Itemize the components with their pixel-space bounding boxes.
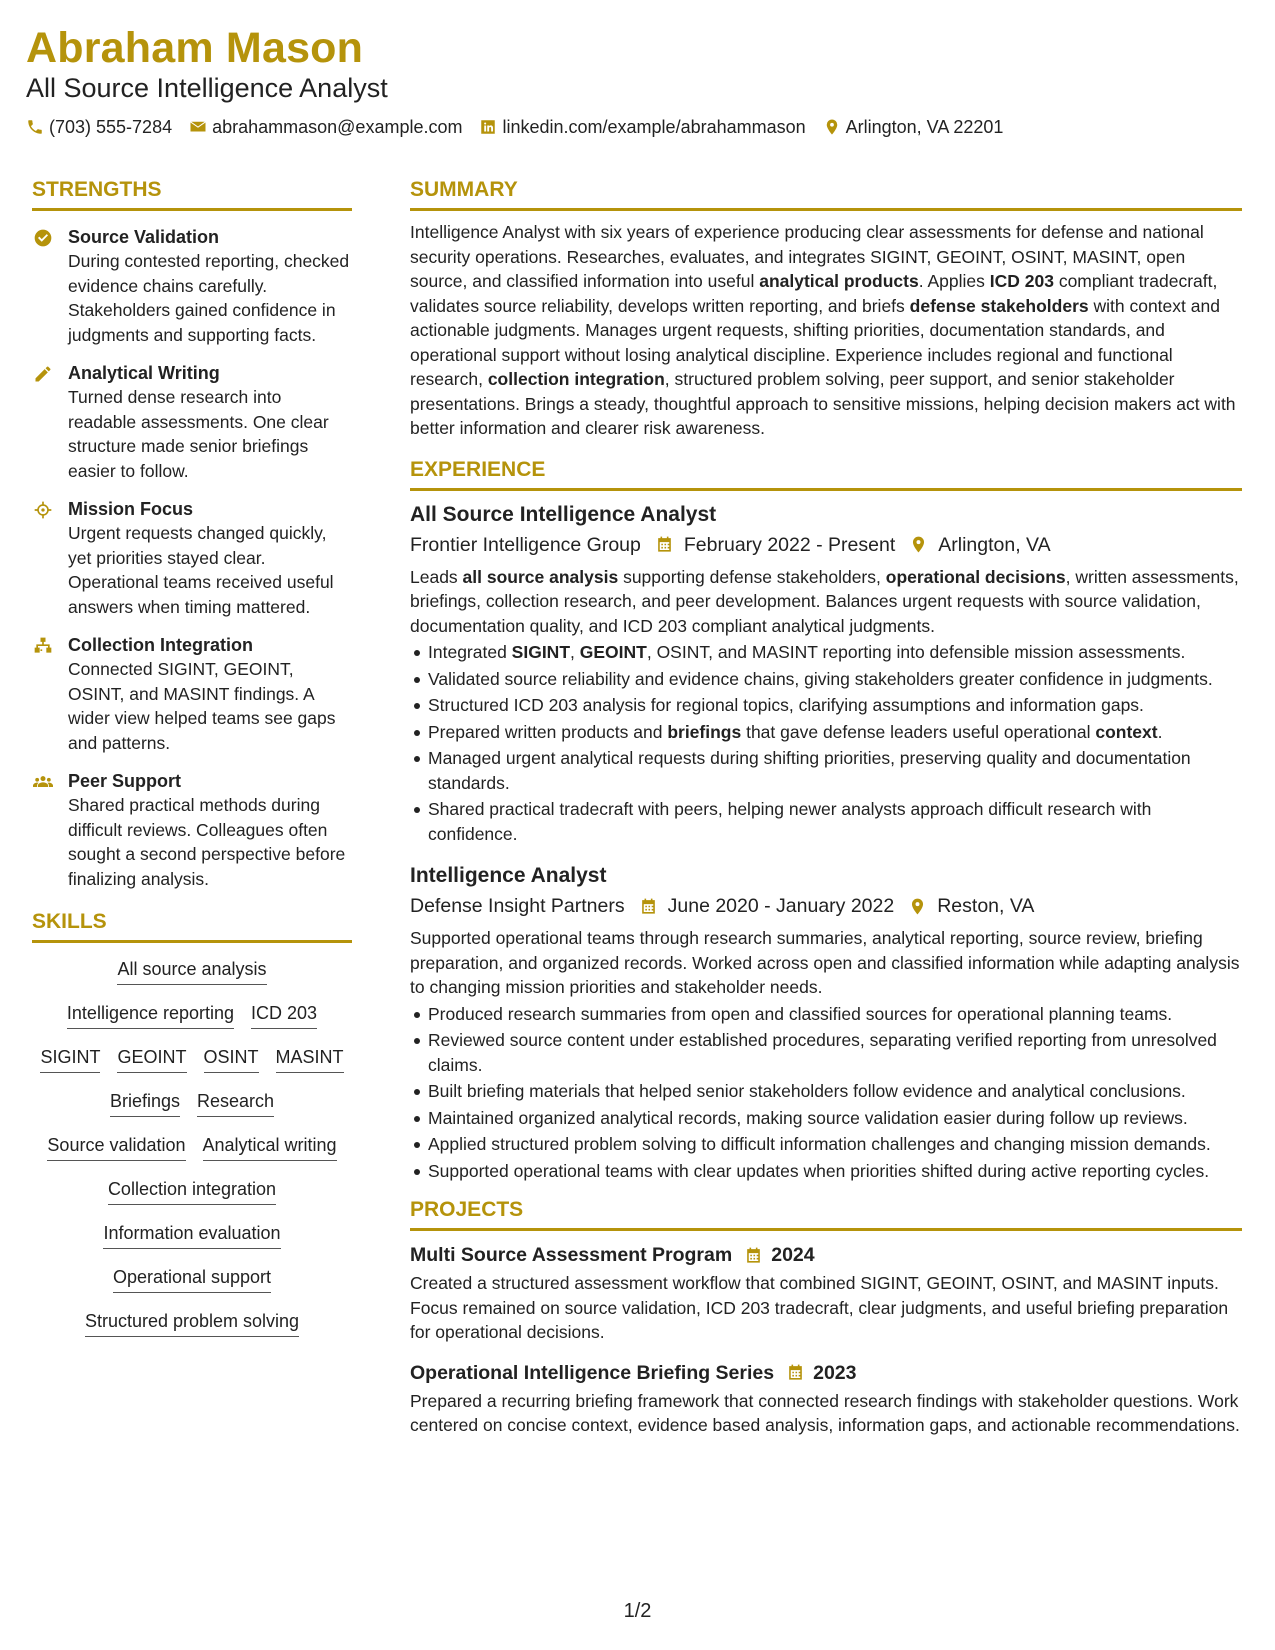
text-run: supporting defense stakeholders,	[618, 566, 886, 587]
strengths-heading: STRENGTHS	[32, 177, 352, 211]
project-header	[410, 1241, 1242, 1269]
bold-text: operational decisions	[885, 566, 1066, 587]
skill-row	[32, 1001, 352, 1029]
skill-tag: Source validation	[47, 1133, 185, 1161]
text-run: compliant tradecraft, validates source reliability, develops written reporting, and briefs	[410, 271, 1218, 316]
bold-text: GEOINT	[579, 642, 647, 662]
bullet-item	[410, 1106, 1242, 1131]
text-run: Intelligence Analyst with six years of experience producing clear assessments for defense and national security operations. Researches, evaluates, and integrates SIGINT, GEOINT, OSINT, MASINT, open source, and classified information into useful	[410, 222, 1204, 291]
job-bullets	[410, 640, 1242, 846]
contact-linkedin[interactable]	[479, 116, 805, 138]
project-entry	[410, 1359, 1242, 1438]
resume-header	[26, 22, 1256, 138]
skill-tag: MASINT	[276, 1045, 344, 1073]
job-title: Intelligence Analyst	[410, 864, 607, 887]
job-meta	[410, 892, 1242, 920]
skill-tag: GEOINT	[117, 1045, 186, 1073]
calendar-icon	[786, 1363, 805, 1382]
skill-tag: Intelligence reporting	[67, 1001, 234, 1029]
candidate-name: Abraham Mason	[26, 24, 364, 72]
page-number: 1/2	[623, 1600, 652, 1622]
skill-row	[32, 957, 352, 985]
experience-section	[410, 457, 1242, 1184]
text-run: Validated source reliability and evidence chains, giving stakeholders greater confidence in judgments.	[428, 668, 1213, 689]
bold-text: analytical products	[759, 271, 919, 291]
projects-list	[410, 1241, 1242, 1438]
strength-text: Shared practical methods during difficult reviews. Colleagues often sought a second perspective before finalizing analysis.	[68, 795, 346, 889]
text-run: . Applies	[918, 271, 990, 291]
strength-text: Connected SIGINT, GEOINT, OSINT, and MASINT findings. A wider view helped teams see gaps and patterns.	[68, 659, 336, 753]
skill-tag: Structured problem solving	[85, 1309, 299, 1337]
bullet-item	[410, 720, 1242, 745]
strength-item	[32, 633, 352, 755]
skill-tag: Research	[197, 1089, 274, 1117]
text-run: Structured ICD 203 analysis for regional topics, clarifying assumptions and information gaps.	[428, 695, 1144, 715]
crosshair-icon	[33, 500, 53, 520]
strength-item	[32, 361, 352, 483]
strength-text: During contested reporting, checked evidence chains carefully. Stakeholders gained confidence in judgments and supporting facts.	[68, 251, 350, 345]
text-run: Supported operational teams through research summaries, analytical reporting, source review, briefing preparation, and organized records. Worked across open and classified information while adapting analysis to changing mission priorities and stakeholder needs.	[410, 928, 1240, 997]
text-run: ,	[570, 642, 580, 662]
skill-row	[32, 1177, 352, 1205]
location-icon	[909, 535, 928, 554]
strength-item	[32, 769, 352, 891]
location-icon	[908, 897, 927, 916]
bullet-item	[410, 693, 1242, 718]
bullet-item	[410, 1028, 1242, 1077]
text-run: Prepared written products and	[428, 721, 668, 742]
company-name: Frontier Intelligence Group	[410, 533, 641, 556]
job-dates: June 2020 - January 2022	[667, 895, 895, 917]
bold-text: ICD 203	[989, 271, 1054, 291]
text-run: Maintained organized analytical records, making source validation easier during follow up reviews.	[428, 1107, 1188, 1128]
project-title: Multi Source Assessment Program	[410, 1244, 733, 1266]
bold-text: SIGINT	[511, 642, 571, 662]
projects-heading: PROJECTS	[410, 1197, 1242, 1231]
text-run: Managed urgent analytical requests during shifting priorities, preserving quality and documentation standards.	[428, 748, 1191, 793]
skill-tag: Information evaluation	[103, 1221, 280, 1249]
skill-tag: SIGINT	[40, 1045, 100, 1073]
bullet-item	[410, 1159, 1242, 1184]
bullet-item	[410, 1079, 1242, 1104]
location-icon	[823, 118, 841, 136]
contact-location-text: Arlington, VA 22201	[845, 117, 1004, 137]
skill-tag: OSINT	[204, 1045, 259, 1073]
skills-heading: SKILLS	[32, 909, 352, 943]
skill-row	[32, 1265, 352, 1293]
pencil-icon	[33, 364, 53, 384]
job-description	[410, 565, 1242, 639]
contact-location	[823, 116, 1004, 138]
strength-item	[32, 225, 352, 347]
bold-text: all source analysis	[462, 566, 619, 587]
bold-text: collection integration	[487, 369, 665, 389]
text-run: Leads	[410, 566, 463, 587]
skill-row	[32, 1221, 352, 1249]
linkedin-icon	[479, 118, 497, 136]
job-bullets	[410, 1002, 1242, 1184]
skill-tag: Collection integration	[108, 1177, 276, 1205]
text-run: that gave defense leaders useful operational	[741, 721, 1096, 742]
bold-text: briefings	[667, 721, 742, 742]
skill-tag: Briefings	[110, 1089, 180, 1117]
phone-icon	[26, 118, 44, 136]
job-meta	[410, 531, 1242, 559]
job-title: All Source Intelligence Analyst	[410, 502, 717, 526]
skill-tag: Analytical writing	[203, 1133, 337, 1161]
skill-row	[32, 1045, 352, 1073]
text-run: .	[1157, 721, 1163, 742]
text-run: with context and actionable judgments. Manages urgent requests, shifting priorities, documentation standards, and operational support without losing analytical discipline. Experience includes regional and functional research,	[410, 295, 1220, 389]
text-run: Built briefing materials that helped senior stakeholders follow evidence and analytical conclusions.	[428, 1081, 1186, 1101]
skills-list	[32, 957, 352, 1337]
skill-tag: ICD 203	[251, 1001, 317, 1029]
job-location: Reston, VA	[937, 895, 1035, 917]
project-header	[410, 1359, 1242, 1387]
text-run: , written assessments, briefings, collection research, and peer development. Balances urgent requests with source validation, documentation quality, and ICD 203 compliant analytical judgments.	[410, 566, 1239, 636]
text-run: Integrated	[428, 642, 512, 662]
skill-row	[32, 1133, 352, 1161]
check-circle-icon	[33, 228, 53, 248]
project-year: 2024	[771, 1244, 815, 1266]
jobs-list	[410, 501, 1242, 1184]
calendar-icon	[639, 897, 658, 916]
job-dates: February 2022 - Present	[683, 533, 896, 556]
calendar-icon	[655, 535, 674, 554]
project-entry	[410, 1241, 1242, 1345]
company-name: Defense Insight Partners	[410, 895, 625, 917]
candidate-role: All Source Intelligence Analyst	[26, 73, 388, 103]
email-icon	[189, 118, 207, 136]
users-icon	[33, 772, 53, 792]
skill-row	[32, 1309, 352, 1337]
project-title: Operational Intelligence Briefing Series	[410, 1361, 775, 1384]
skill-row	[32, 1089, 352, 1117]
strength-title: Analytical Writing	[68, 363, 220, 383]
experience-heading: EXPERIENCE	[410, 457, 1242, 491]
skills-section	[32, 909, 352, 1337]
text-run: Applied structured problem solving to difficult information challenges and changing mission demands.	[428, 1134, 1211, 1154]
contact-bar	[26, 116, 1256, 138]
strengths-section	[32, 177, 352, 891]
project-year: 2023	[813, 1361, 857, 1384]
projects-section	[410, 1197, 1242, 1438]
strength-text: Turned dense research into readable assessments. One clear structure made senior briefings easier to follow.	[68, 387, 329, 481]
bullet-item	[410, 1132, 1242, 1157]
contact-linkedin-text: linkedin.com/example/abrahammason	[502, 117, 806, 137]
job-description	[410, 926, 1242, 1000]
strength-title: Mission Focus	[68, 499, 194, 519]
text-run: Produced research summaries from open and classified sources for operational planning teams.	[428, 1003, 1173, 1024]
summary-heading: SUMMARY	[410, 177, 1242, 211]
strength-title: Collection Integration	[68, 635, 254, 655]
text-run: Supported operational teams with clear updates when priorities shifted during active reporting cycles.	[428, 1160, 1210, 1181]
contact-phone-text: (703) 555-7284	[49, 117, 173, 137]
calendar-icon	[744, 1246, 763, 1265]
summary-text	[410, 220, 1242, 441]
text-run: Shared practical tradecraft with peers, helping newer analysts approach difficult research with confidence.	[428, 799, 1152, 844]
strength-title: Source Validation	[68, 227, 220, 247]
job-entry	[410, 862, 1242, 1183]
contact-phone[interactable]	[26, 116, 172, 138]
contact-email[interactable]	[189, 116, 462, 138]
strength-title: Peer Support	[68, 771, 182, 791]
sitemap-icon	[33, 636, 53, 656]
skill-tag: All source analysis	[117, 957, 266, 985]
bold-text: context	[1095, 721, 1158, 742]
project-description: Prepared a recurring briefing framework that connected research findings with stakeholder questions. Work centered on concise context, evidence based analysis, information gaps, and actionable recommendations.	[410, 1390, 1240, 1435]
text-run: , OSINT, and MASINT reporting into defensible mission assessments.	[646, 642, 1186, 662]
project-description: Created a structured assessment workflow that combined SIGINT, GEOINT, OSINT, and MASINT inputs. Focus remained on source validation, ICD 203 tradecraft, clear judgments, and useful briefing preparation for operational decisions.	[410, 1273, 1229, 1342]
job-location: Arlington, VA	[938, 533, 1051, 556]
summary-section	[410, 177, 1242, 441]
text-run: , structured problem solving, peer support, and senior stakeholder presentations. Brings a steady, thoughtful approach to sensitive missions, helping decision makers act with better information and clearer risk awareness.	[410, 369, 1236, 438]
right-column	[410, 177, 1242, 1438]
strength-item	[32, 497, 352, 619]
bullet-item	[410, 746, 1242, 795]
text-run: Reviewed source content under established procedures, separating verified reporting from unresolved claims.	[428, 1030, 1217, 1075]
bullet-item	[410, 1002, 1242, 1027]
skill-tag: Operational support	[113, 1265, 271, 1293]
bold-text: defense stakeholders	[909, 295, 1089, 316]
left-column	[32, 177, 352, 1353]
bullet-item	[410, 797, 1242, 846]
contact-email-text: abrahammason@example.com	[212, 117, 463, 137]
strength-text: Urgent requests changed quickly, yet priorities stayed clear. Operational teams received useful answers when timing mattered.	[68, 523, 334, 617]
bullet-item	[410, 640, 1242, 665]
bullet-item	[410, 667, 1242, 692]
job-entry	[410, 501, 1242, 847]
